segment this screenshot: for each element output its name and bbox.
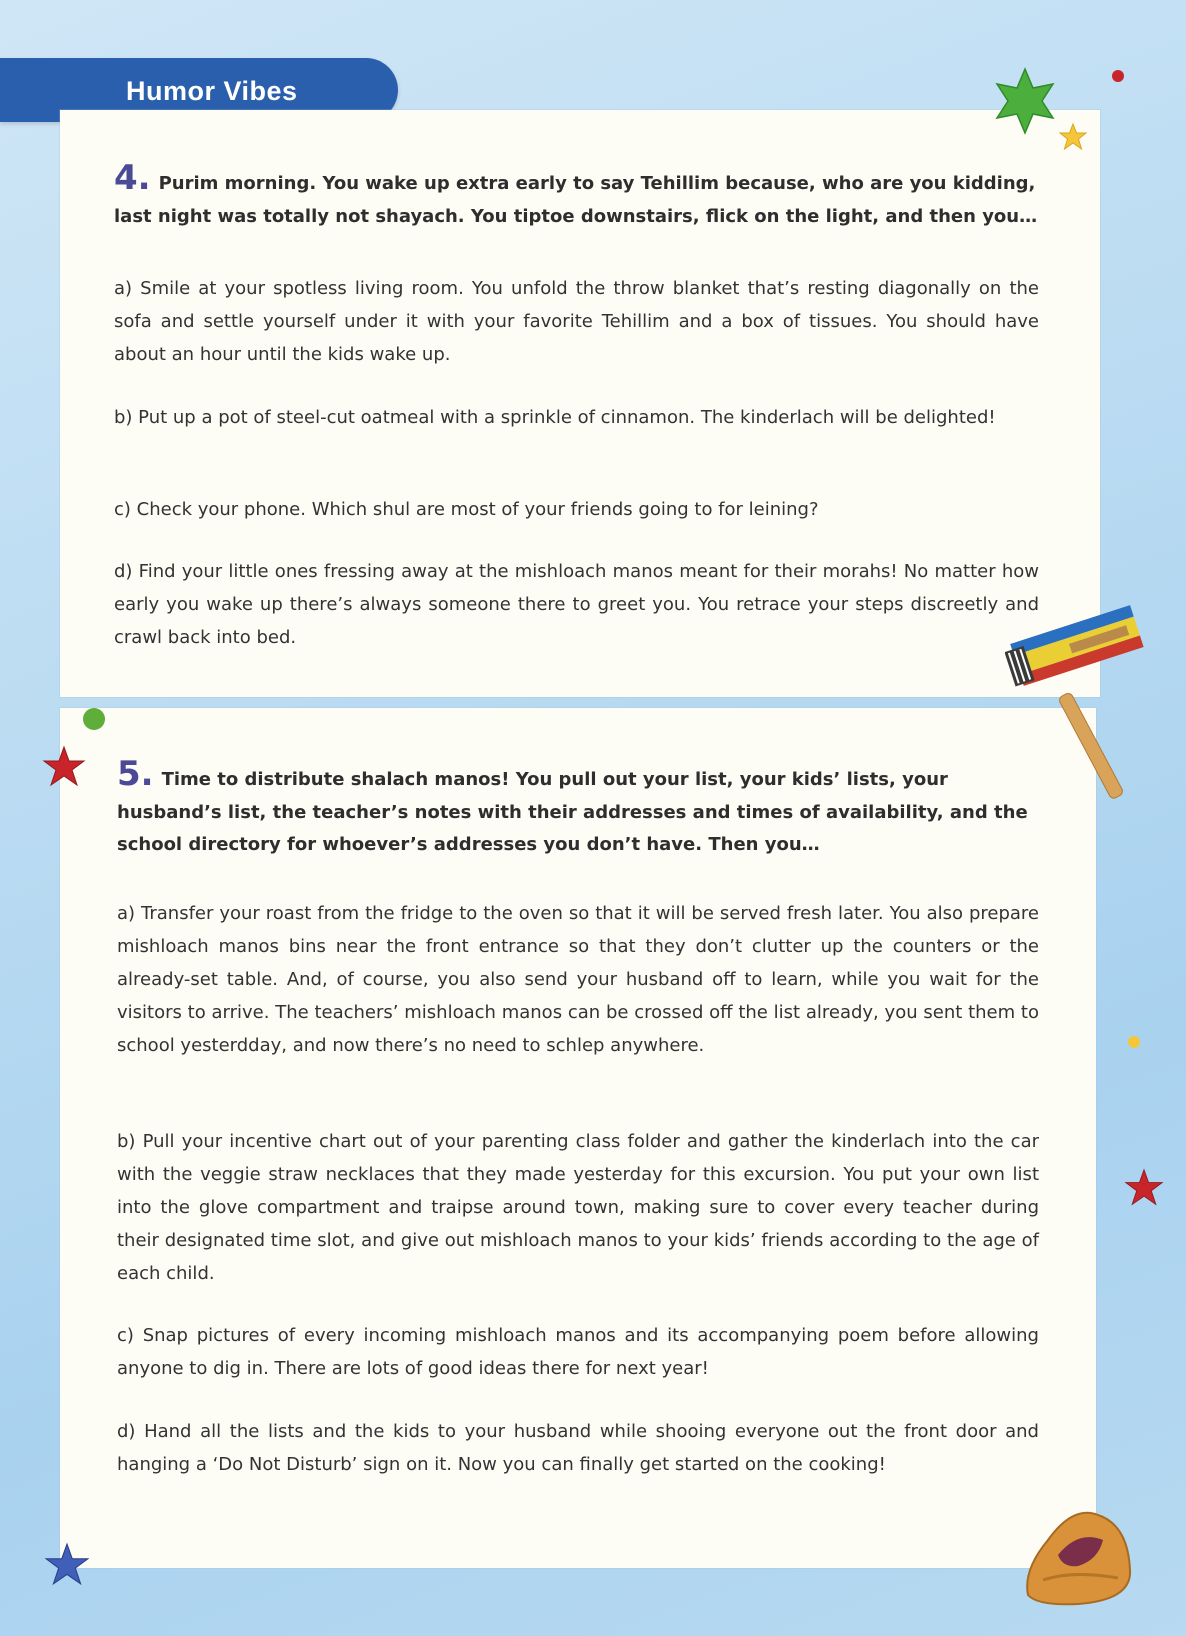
question-text: Purim morning. You wake up extra early to say Tehillim because, who are you kidding, last night was totally not shayach. You tiptoe downstairs, flick on the light, and then you…	[114, 173, 1038, 227]
answer-4a: a) Smile at your spotless living room. You unfold the throw blanket that’s resting diagonally on the sofa and settle yourself under it with your favorite Tehillim and a box of tissues. You should have about an hour until the kids wake up.	[114, 278, 1039, 365]
star-icon	[44, 1542, 90, 1588]
star-icon	[42, 745, 86, 789]
question-4	[114, 158, 1039, 233]
answer-4c: c) Check your phone. Which shul are most of your friends going to for leining?	[114, 499, 819, 520]
answer-5a: a) Transfer your roast from the fridge to the oven so that it will be served fresh later. You also prepare mishloach manos bins near the front entrance so that they don’t clutter up the counters or the already-set table. And, of course, you also send your husband off to learn, while you wait for the visitors to arrive. The teachers’ mishloach manos can be crossed off the list already, you sent them to school yesterdday, and now there’s no need to schlep anywhere.	[117, 903, 1039, 1056]
dot-icon	[1110, 68, 1126, 84]
answer-4b: b) Put up a pot of steel-cut oatmeal with a sprinkle of cinnamon. The kinderlach will be delighted!	[114, 407, 996, 428]
dot-icon	[1126, 1034, 1142, 1050]
star-icon	[1124, 1168, 1164, 1208]
hamantaschen-icon	[1018, 1500, 1138, 1610]
section-title: Humor Vibes	[126, 76, 298, 106]
question-text: Time to distribute shalach manos! You pull out your list, your kids’ lists, your husband’s list, the teacher’s notes with their addresses and times of availability, and the school directory for whoever’s addresses you don’t have. Then you…	[117, 769, 1028, 855]
star-icon	[1058, 122, 1088, 152]
star-icon	[990, 66, 1060, 136]
question-number: 4.	[114, 158, 151, 198]
question-5	[117, 754, 1039, 862]
dot-icon	[81, 706, 107, 732]
question-number: 5.	[117, 754, 154, 794]
answer-5d: d) Hand all the lists and the kids to your husband while shooing everyone out the front door and hanging a ‘Do Not Disturb’ sign on it. Now you can finally get started on the cooking!	[117, 1421, 1039, 1475]
gragger-icon	[1005, 605, 1155, 815]
answer-5b: b) Pull your incentive chart out of your parenting class folder and gather the kinderlach into the car with the veggie straw necklaces that they made yesterday for this excursion. You put your own list into the glove compartment and traipse around town, making sure to cover every teacher during their designated time slot, and give out mishloach manos to your kids’ friends according to the age of each child.	[117, 1131, 1039, 1284]
answer-4d: d) Find your little ones fressing away at the mishloach manos meant for their morahs! No matter how early you wake up there’s always someone there to greet you. You retrace your steps discreetly and crawl back into bed.	[114, 561, 1039, 648]
answer-5c: c) Snap pictures of every incoming mishloach manos and its accompanying poem before allowing anyone to dig in. There are lots of good ideas there for next year!	[117, 1325, 1039, 1379]
